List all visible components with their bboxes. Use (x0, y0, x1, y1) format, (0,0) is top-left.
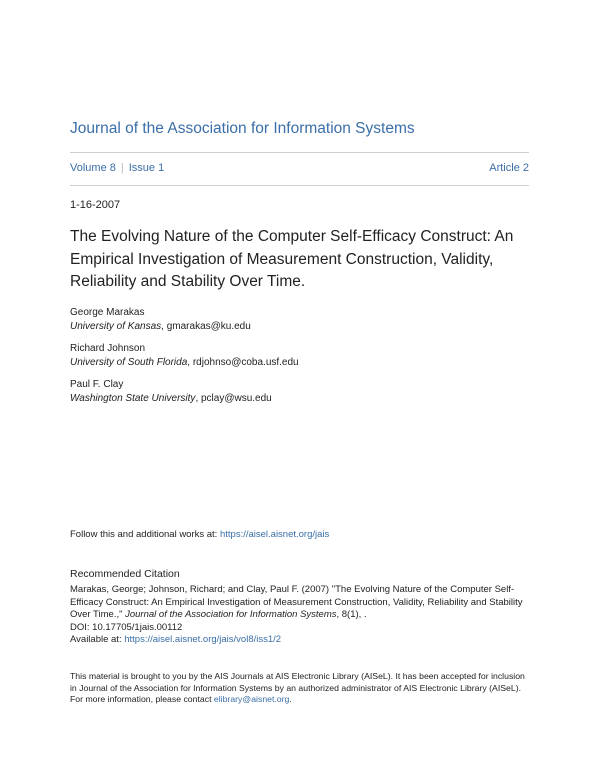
citation-volume: , 8(1), . (336, 609, 367, 620)
contact-email-link[interactable]: elibrary@aisnet.org (213, 694, 290, 704)
citation-text: Marakas, George; Johnson, Richard; and Clay, Paul F. (2007) "The Evolving Nature of the Computer Self-Efficacy Construct: An Empirical Investigation of Measurement Construction, Validity, Reliability and Stability Over Time.," (70, 584, 523, 620)
author-affiliation: University of Kansas (70, 320, 162, 332)
citation-available (70, 634, 530, 647)
citation-journal: Journal of the Association for Information Systems (125, 609, 337, 620)
author-block: Richard Johnson University of South Florida, rdjohnso@coba.usf.edu (70, 343, 299, 368)
volume-link[interactable]: Volume 8 (70, 162, 116, 174)
follow-link[interactable]: https://aisel.aisnet.org/jais (219, 529, 330, 540)
author-name: Paul F. Clay (70, 379, 124, 390)
library-notice (70, 671, 530, 706)
top-divider (70, 152, 529, 153)
author-affiliation: Washington State University (70, 392, 196, 404)
citation-block (70, 584, 530, 647)
recommended-citation-heading: Recommended Citation (70, 568, 180, 580)
author-email[interactable]: rdjohnso@coba.usf.edu (192, 356, 299, 368)
author-name: Richard Johnson (70, 343, 146, 354)
journal-title-link[interactable]: Journal of the Association for Information Systems (70, 120, 415, 137)
author-block: Paul F. Clay Washington State University, pclay@wsu.edu (70, 379, 272, 404)
author-block: George Marakas University of Kansas, gmarakas@ku.edu (70, 307, 251, 332)
bottom-divider (70, 185, 529, 186)
available-label: Available at: (70, 634, 125, 645)
follow-text: Follow this and additional works at: (70, 529, 220, 540)
citation-doi: DOI: 10.17705/1jais.00112 (70, 621, 183, 633)
paper-title: The Evolving Nature of the Computer Self-Efficacy Construct: An Empirical Investigation of Measurement Construction, Validity, Reliability and Stability Over Time. (70, 228, 514, 290)
available-link[interactable]: https://aisel.aisnet.org/jais/vol8/iss1/2 (124, 634, 282, 645)
author-email[interactable]: pclay@wsu.edu (201, 392, 272, 404)
article-link[interactable]: Article 2 (489, 162, 529, 174)
follow-line (70, 529, 329, 540)
notice-text: This material is brought to you by the AIS Journals at AIS Electronic Library (AISeL). It has been accepted for inclusion in Journal of the Association for Information Systems by an authorized administrator of AIS Electronic Library (AISeL). For more information, please contact (70, 671, 525, 704)
notice-end: . (289, 694, 292, 704)
author-name: George Marakas (70, 307, 145, 318)
issue-link[interactable]: Issue 1 (128, 162, 165, 174)
issue-separator: | (120, 162, 124, 174)
author-affiliation: University of South Florida (70, 356, 188, 368)
author-email[interactable]: gmarakas@ku.edu (166, 320, 251, 332)
publication-date: 1-16-2007 (70, 199, 121, 211)
